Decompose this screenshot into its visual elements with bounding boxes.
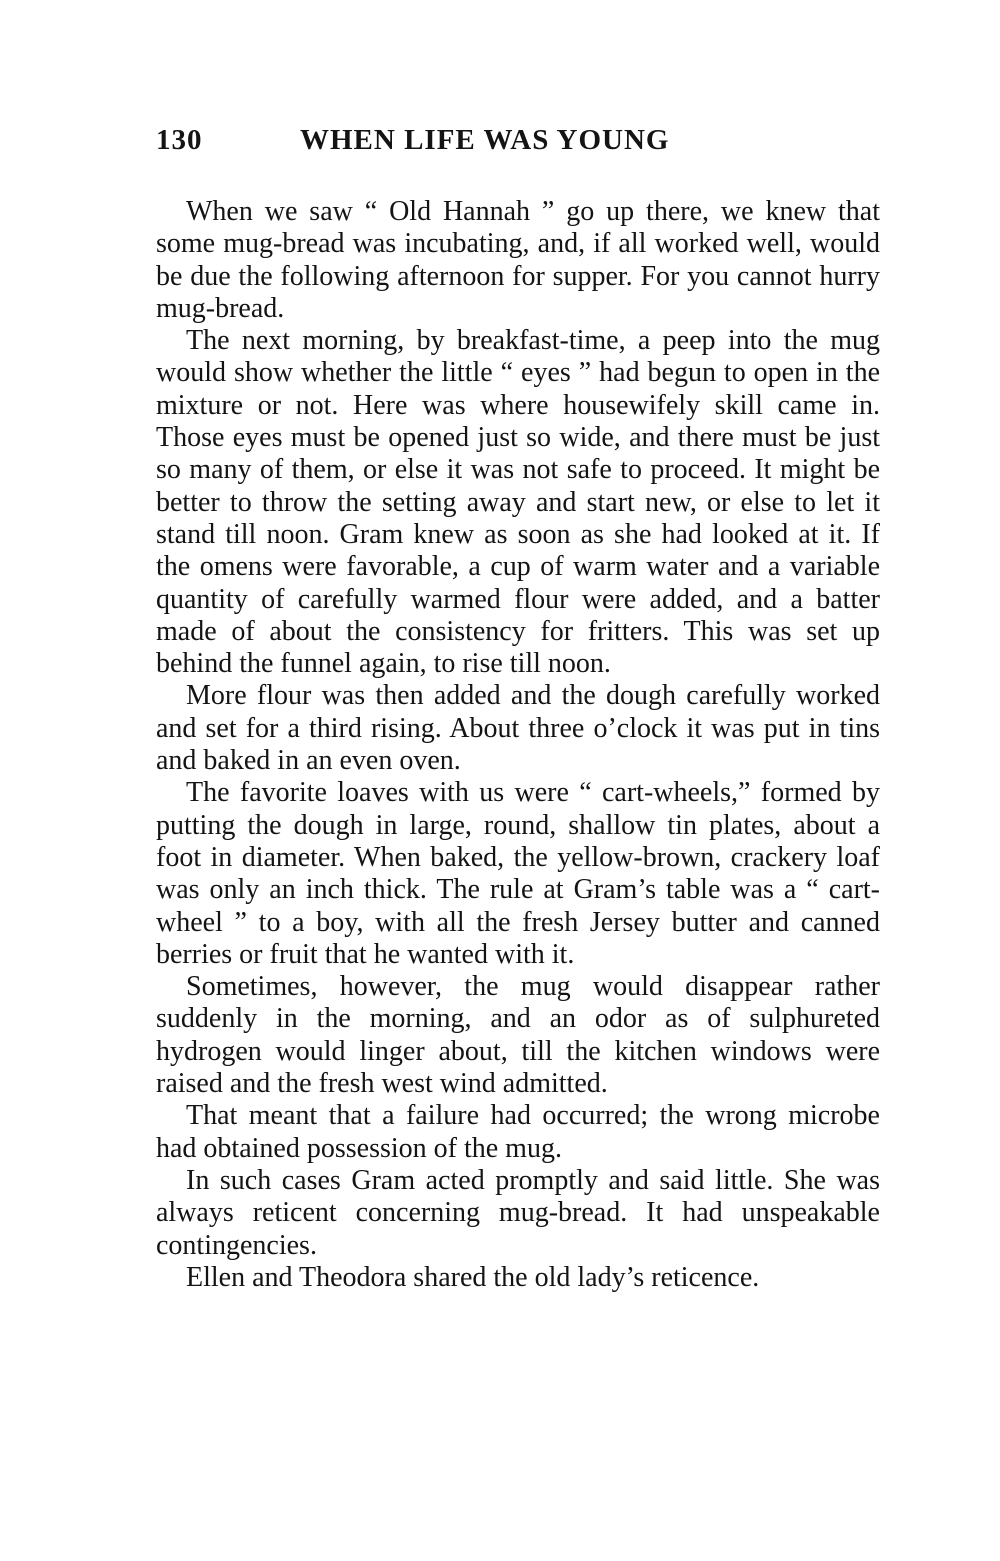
paragraph: Ellen and Theodora shared the old lady’s reticence. xyxy=(186,1261,760,1293)
body-text xyxy=(156,196,880,1294)
paragraph: Sometimes, however, the mug would disappear rather suddenly in the morning, and an odor as of sulphureted hydrogen would linger about, till the kitchen windows were raised and the fresh west wind admitted. xyxy=(156,971,880,1100)
paragraph: That meant that a failure had occurred; the wrong microbe had obtained possession of the mug. xyxy=(156,1100,880,1164)
running-head xyxy=(156,124,896,168)
paragraph: When we saw “ Old Hannah ” go up there, we knew that some mug-bread was incubating, and, if all worked well, would be due the following afternoon for supper. For you cannot hurry mug-bread. xyxy=(156,196,880,324)
paragraph: The favorite loaves with us were “ cart-wheels,” formed by putting the dough in large, round, shallow tin plates, about a foot in diameter. When baked, the yellow-brown, crackery loaf was only an inch thick. The rule at Gram’s table was a “ cart-wheel ” to a boy, with all the fresh Jersey butter and canned berries or fruit that he wanted with it. xyxy=(156,777,880,970)
page-number: 130 xyxy=(156,124,203,156)
paragraph: In such cases Gram acted promptly and said little. She was always reticent concerning mug-bread. It had unspeakable contingencies. xyxy=(156,1164,880,1261)
paragraph: More flour was then added and the dough carefully worked and set for a third rising. About three o’clock it was put in tins and baked in an even oven. xyxy=(156,680,880,777)
paragraph: The next morning, by breakfast-time, a peep into the mug would show whether the little “ eyes ” had begun to open in the mixture or not. Here was where housewifely skill came in. Those eyes must be opened just so wide, and there must be just so many of them, or else it was not safe to proceed. It might be better to throw the setting away and start new, or else to let it stand till noon. Gram knew as soon as she had looked at it. If the omens were favorable, a cup of warm water and a variable quantity of carefully warmed flour were added, and a batter made of about the consistency for fritters. This was set up behind the funnel again, to rise till noon. xyxy=(156,325,880,680)
book-title: WHEN LIFE WAS YOUNG xyxy=(300,124,670,156)
